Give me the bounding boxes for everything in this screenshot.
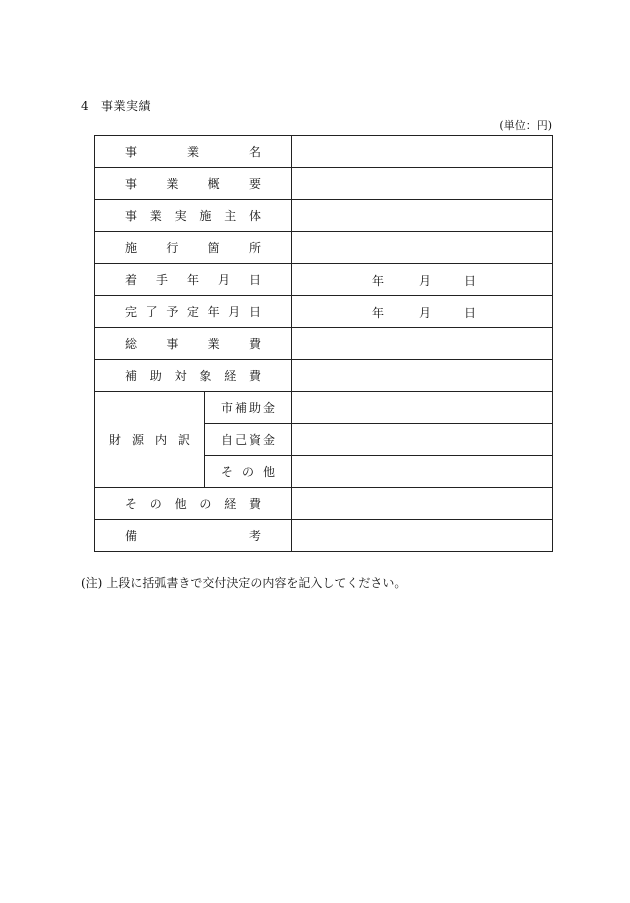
value-subsidy-cost[interactable] bbox=[292, 360, 553, 392]
char: 年 bbox=[207, 305, 220, 319]
char: 了 bbox=[145, 305, 158, 319]
label-city-subsidy bbox=[205, 392, 292, 424]
label-implementer bbox=[95, 200, 292, 232]
char: 補 bbox=[125, 369, 138, 383]
char: 己 bbox=[235, 433, 248, 447]
label-completion-date bbox=[95, 296, 292, 328]
section-number: 4 bbox=[81, 99, 90, 113]
char: 行 bbox=[166, 241, 179, 255]
label-others bbox=[205, 456, 292, 488]
footnote bbox=[81, 574, 406, 591]
char: 助 bbox=[249, 401, 262, 415]
label-start-date bbox=[95, 264, 292, 296]
char: 内 bbox=[154, 433, 167, 447]
row-project-name bbox=[95, 136, 553, 168]
char: 業 bbox=[149, 209, 162, 223]
char: 資 bbox=[249, 433, 262, 447]
char: 業 bbox=[166, 177, 179, 191]
char: の bbox=[149, 497, 162, 511]
section-title: 事業実績 bbox=[101, 99, 152, 113]
char: 完 bbox=[125, 305, 138, 319]
char: 主 bbox=[224, 209, 237, 223]
char: 対 bbox=[174, 369, 187, 383]
char: 日 bbox=[248, 305, 261, 319]
value-others[interactable] bbox=[292, 456, 553, 488]
label-subsidy-cost bbox=[95, 360, 292, 392]
char: 費 bbox=[248, 497, 261, 511]
char: 日 bbox=[249, 273, 262, 287]
section-heading bbox=[81, 97, 151, 114]
row-project-overview bbox=[95, 168, 553, 200]
char: 金 bbox=[263, 401, 276, 415]
year-unit: 年 bbox=[372, 274, 385, 288]
row-remarks bbox=[95, 520, 553, 552]
char: 費 bbox=[248, 369, 261, 383]
char: の bbox=[242, 465, 255, 479]
unit-note: (単位：円) bbox=[499, 119, 552, 132]
char: 考 bbox=[249, 529, 262, 543]
char: 事 bbox=[166, 337, 179, 351]
day-unit: 日 bbox=[464, 306, 477, 320]
char: 概 bbox=[207, 177, 220, 191]
char: 要 bbox=[248, 177, 261, 191]
row-total-cost bbox=[95, 328, 553, 360]
row-location bbox=[95, 232, 553, 264]
month-unit: 月 bbox=[419, 274, 432, 288]
char: 訳 bbox=[177, 433, 190, 447]
value-city-subsidy[interactable] bbox=[292, 392, 553, 424]
value-total-cost[interactable] bbox=[292, 328, 553, 360]
value-start-date[interactable] bbox=[292, 264, 553, 296]
char: 名 bbox=[249, 145, 262, 159]
char: 箇 bbox=[207, 241, 220, 255]
char: 月 bbox=[228, 305, 241, 319]
char: 業 bbox=[187, 145, 200, 159]
project-record-table bbox=[94, 135, 553, 552]
label-remarks bbox=[95, 520, 292, 552]
label-location bbox=[95, 232, 292, 264]
char: 事 bbox=[125, 177, 138, 191]
char: の bbox=[199, 497, 212, 511]
value-own-funds[interactable] bbox=[292, 424, 553, 456]
label-other-expenses bbox=[95, 488, 292, 520]
char: 体 bbox=[248, 209, 261, 223]
month-unit: 月 bbox=[419, 306, 432, 320]
char: 象 bbox=[199, 369, 212, 383]
char: 総 bbox=[125, 337, 138, 351]
value-other-expenses[interactable] bbox=[292, 488, 553, 520]
char: 手 bbox=[156, 273, 169, 287]
value-location[interactable] bbox=[292, 232, 553, 264]
char: 着 bbox=[125, 273, 138, 287]
value-remarks[interactable] bbox=[292, 520, 553, 552]
char: 実 bbox=[174, 209, 187, 223]
char: 予 bbox=[166, 305, 179, 319]
char: 源 bbox=[131, 433, 144, 447]
char: 事 bbox=[125, 209, 138, 223]
label-own-funds bbox=[205, 424, 292, 456]
value-project-overview[interactable] bbox=[292, 168, 553, 200]
char: 金 bbox=[263, 433, 276, 447]
label-funding-breakdown bbox=[95, 392, 205, 488]
char: 所 bbox=[248, 241, 261, 255]
char: 施 bbox=[125, 241, 138, 255]
value-implementer[interactable] bbox=[292, 200, 553, 232]
footnote-mark: (注) bbox=[81, 576, 103, 590]
char: 他 bbox=[263, 465, 276, 479]
value-completion-date[interactable] bbox=[292, 296, 553, 328]
char: 事 bbox=[125, 145, 138, 159]
char: 定 bbox=[186, 305, 199, 319]
row-start-date bbox=[95, 264, 553, 296]
row-completion-date bbox=[95, 296, 553, 328]
label-project-overview bbox=[95, 168, 292, 200]
char: 施 bbox=[199, 209, 212, 223]
char: 財 bbox=[109, 433, 122, 447]
char: 助 bbox=[149, 369, 162, 383]
char: 経 bbox=[224, 497, 237, 511]
char: 補 bbox=[235, 401, 248, 415]
row-other-expenses bbox=[95, 488, 553, 520]
label-project-name bbox=[95, 136, 292, 168]
year-unit: 年 bbox=[372, 306, 385, 320]
footnote-text: 上段に括弧書きで交付決定の内容を記入してください。 bbox=[106, 576, 407, 590]
row-implementer bbox=[95, 200, 553, 232]
char: 業 bbox=[207, 337, 220, 351]
char: 月 bbox=[218, 273, 231, 287]
char: そ bbox=[221, 465, 234, 479]
value-project-name[interactable] bbox=[292, 136, 553, 168]
char: 市 bbox=[221, 401, 234, 415]
char: 経 bbox=[224, 369, 237, 383]
char: 他 bbox=[174, 497, 187, 511]
row-city-subsidy bbox=[95, 392, 553, 424]
char: 年 bbox=[187, 273, 200, 287]
char: 自 bbox=[221, 433, 234, 447]
char: 備 bbox=[125, 529, 138, 543]
label-total-cost bbox=[95, 328, 292, 360]
day-unit: 日 bbox=[464, 274, 477, 288]
row-subsidy-cost bbox=[95, 360, 553, 392]
char: そ bbox=[125, 497, 138, 511]
char: 費 bbox=[248, 337, 261, 351]
